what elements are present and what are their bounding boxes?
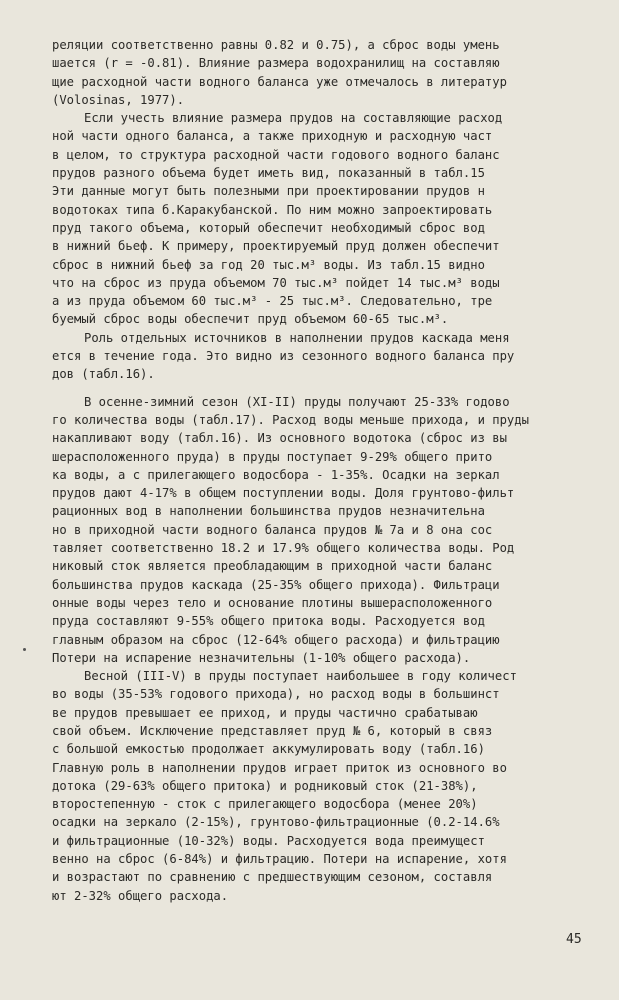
text-line: в целом, то структура расходной части годового водного баланс xyxy=(52,147,500,162)
text-line: прудов разного объема будет иметь вид, показанный в табл.15 xyxy=(52,166,485,181)
text-line: Весной (III-V) в пруды поступает наибольшее в году количест xyxy=(84,669,517,684)
text-line: Главную роль в наполнении прудов играет приток из основного во xyxy=(52,760,507,775)
text-line: Эти данные могут быть полезными при проектировании прудов н xyxy=(52,184,485,199)
text-line: прудов дают 4-17% в общем поступлении воды. Доля грунтово-фильт xyxy=(52,486,515,501)
text-line: большинства прудов каскада (25-35% общего прихода). Фильтраци xyxy=(52,577,500,592)
text-line: шерасположенного пруда) в пруды поступает 9-29% общего прито xyxy=(52,449,493,464)
text-line: тавляет соответственно 18.2 и 17.9% общего количества воды. Род xyxy=(52,541,515,556)
text-line: (Volosinas, 1977). xyxy=(52,92,185,107)
text-line: главным образом на сброс (12-64% общего расхода) и фильтрацию xyxy=(52,632,500,647)
text-line: ка воды, а с прилегающего водосбора - 1-35%. Осадки на зеркал xyxy=(52,467,500,482)
text-line: ной части одного баланса, а также приходную и расходную част xyxy=(52,129,493,144)
text-line: пруда составляют 9-55% общего притока воды. Расходуется вод xyxy=(52,614,485,629)
text-line: и возрастают по сравнению с предшествующим сезоном, составля xyxy=(52,870,493,885)
text-line: реляции соответственно равны 0.82 и 0.75), а сброс воды умень xyxy=(52,38,500,52)
text-line: щие расходной части водного баланса уже отмечалось в литератур xyxy=(52,74,507,89)
text-line: дотока (29-63% общего притока) и родниковый сток (21-38%), xyxy=(52,778,478,793)
text-line: второстепенную - сток с прилегающего водосбора (менее 20%) xyxy=(52,797,478,812)
text-line: венно на сброс (6-84%) и фильтрацию. Потери на испарение, хотя xyxy=(52,852,507,867)
text-line: Роль отдельных источников в наполнении прудов каскада меня xyxy=(84,330,510,345)
text-line: но в приходной части водного баланса прудов № 7а и 8 она сос xyxy=(52,522,493,537)
text-line: буемый сброс воды обеспечит пруд объемом 60-65 тыс.м³. xyxy=(52,312,449,327)
text-line: что на сброс из пруда объемом 70 тыс.м³ пойдет 14 тыс.м³ воды xyxy=(52,275,500,290)
text-line: сброс в нижний бьеф за год 20 тыс.м³ воды. Из табл.15 видно xyxy=(52,257,485,272)
text-line: ется в течение года. Это видно из сезонного водного баланса пру xyxy=(52,349,515,364)
text-line: онные воды через тело и основание плотины вышерасположенного xyxy=(52,595,493,610)
text-line: ют 2-32% общего расхода. xyxy=(52,888,229,903)
text-line: осадки на зеркало (2-15%), грунтово-фильтрационные (0.2-14.6% xyxy=(52,815,500,830)
text-line: в нижний бьеф. К примеру, проектируемый пруд должен обеспечит xyxy=(52,239,500,254)
text-line: свой объем. Исключение представляет пруд № 6, который в связ xyxy=(52,723,493,738)
text-line: водотоках типа б.Каракубанской. По ним можно запроектировать xyxy=(52,202,493,217)
text-line: ве прудов превышает ее приход, и пруды частично срабатываю xyxy=(52,705,478,720)
text-line: никовый сток является преобладающим в приходной части баланс xyxy=(52,559,493,574)
text-line: а из пруда объемом 60 тыс.м³ - 25 тыс.м³. Следовательно, тре xyxy=(52,294,493,309)
text-line: шается (r = -0.81). Влияние размера водохранилищ на составляю xyxy=(52,56,500,71)
text-line: с большой емкостью продолжает аккумулировать воду (табл.16) xyxy=(52,742,485,757)
text-line: дов (табл.16). xyxy=(52,367,155,382)
text-line: пруд такого объема, который обеспечит необходимый сброс вод xyxy=(52,220,485,235)
text-line: го количества воды (табл.17). Расход воды меньше прихода, и пруды xyxy=(52,412,529,427)
scan-speck xyxy=(23,648,26,651)
text-line: и фильтрационные (10-32%) воды. Расходуется вода преимущест xyxy=(52,833,485,848)
body-text xyxy=(52,36,582,905)
text-line: накапливают воду (табл.16). Из основного водотока (сброс из вы xyxy=(52,431,507,446)
text-line: Потери на испарение незначительны (1-10% общего расхода). xyxy=(52,650,471,665)
page-number: 45 xyxy=(566,932,582,947)
text-line: во воды (35-53% годового прихода), но расход воды в большинст xyxy=(52,687,500,702)
text-line: Если учесть влияние размера прудов на составляющие расход xyxy=(84,111,503,126)
text-line: рационных вод в наполнении большинства прудов незначительна xyxy=(52,504,485,519)
text-line: В осенне-зимний сезон (XI-II) пруды получают 25-33% годово xyxy=(84,394,510,409)
